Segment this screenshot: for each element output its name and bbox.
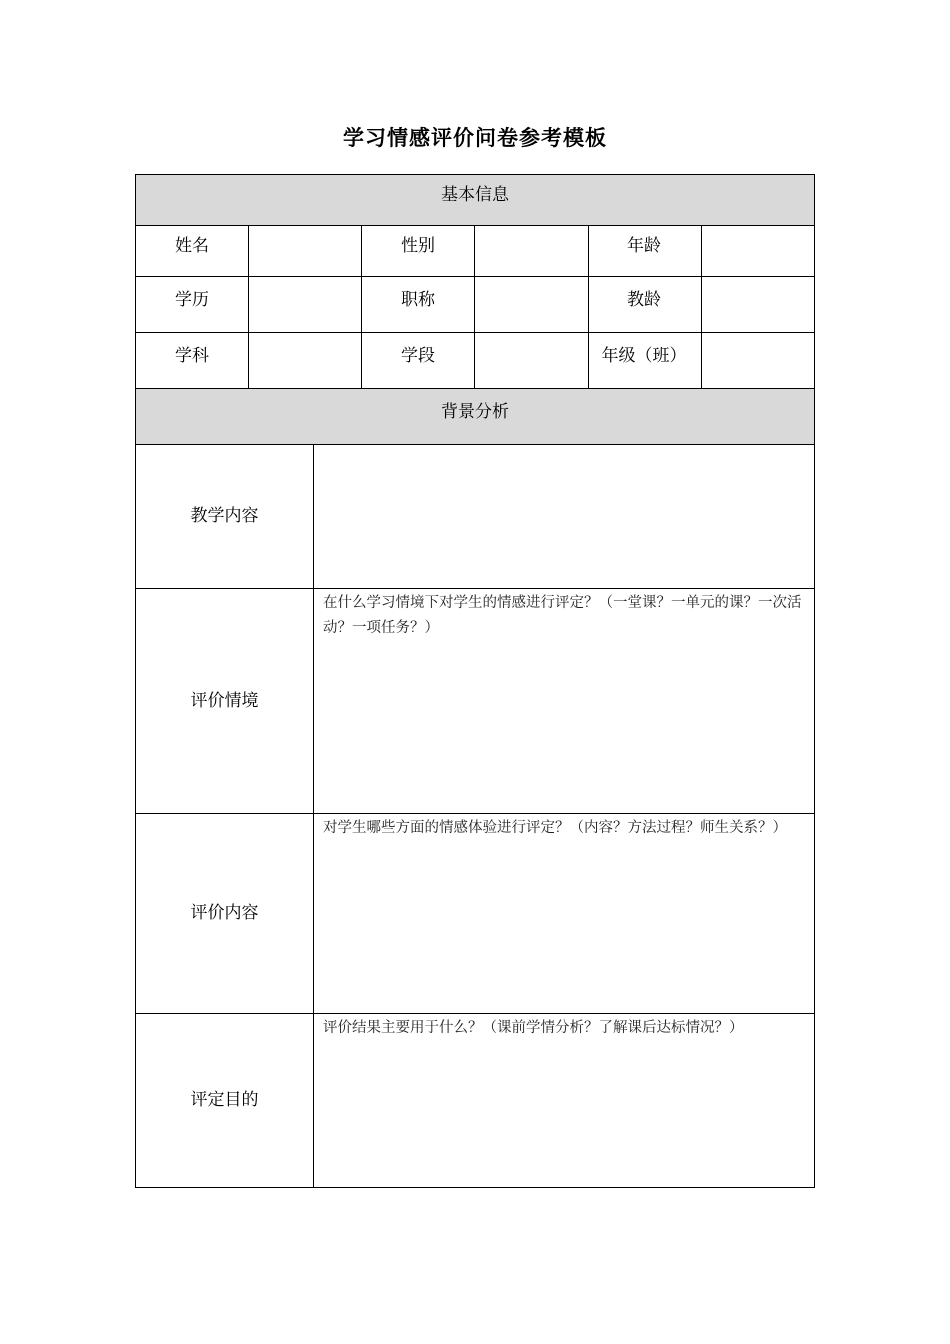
column-divider — [588, 225, 589, 388]
school-stage-label: 学段 — [401, 346, 435, 366]
row-divider — [136, 588, 814, 589]
column-divider — [313, 444, 314, 1187]
evaluation-content-label: 评价内容 — [190, 903, 259, 923]
evaluation-purpose-field[interactable]: 评价结果主要用于什么？（课前学情分析？了解课后达标情况？） — [323, 1020, 744, 1036]
column-divider — [701, 225, 702, 388]
title-rank-field[interactable] — [475, 277, 587, 332]
subject-label: 学科 — [175, 346, 209, 366]
evaluation-content-field[interactable]: 对学生哪些方面的情感体验进行评定？（内容？方法过程？师生关系？） — [323, 820, 787, 836]
age-label: 年龄 — [627, 236, 661, 256]
evaluation-context-field[interactable]: 在什么学习情境下对学生的情感进行评定？（一堂课？一单元的课？一次活动？一项任务？） — [323, 595, 802, 636]
teaching-content-label: 教学内容 — [190, 506, 259, 526]
grade-class-label: 年级（班） — [601, 346, 687, 366]
grade-class-field[interactable] — [702, 333, 814, 388]
row-divider — [136, 276, 814, 277]
document-title: 学习情感评价问卷参考模板 — [343, 126, 607, 150]
row-divider — [136, 388, 814, 389]
education-label: 学历 — [175, 290, 209, 310]
column-divider — [361, 225, 362, 388]
background-header — [136, 389, 814, 444]
title-rank-label: 职称 — [401, 290, 435, 310]
row-divider — [136, 813, 814, 814]
name-label: 姓名 — [175, 236, 209, 256]
row-divider — [136, 1013, 814, 1014]
row-divider — [136, 444, 814, 445]
teaching-years-field[interactable] — [702, 277, 814, 332]
teaching-content-field[interactable] — [314, 445, 814, 588]
gender-field[interactable] — [475, 226, 587, 276]
education-field[interactable] — [249, 277, 361, 332]
evaluation-purpose-label: 评定目的 — [190, 1090, 259, 1110]
basic-info-header-label: 基本信息 — [441, 185, 509, 205]
subject-field[interactable] — [249, 333, 361, 388]
column-divider — [474, 225, 475, 388]
row-divider — [136, 225, 814, 226]
questionnaire-form — [135, 174, 815, 1188]
evaluation-context-label: 评价情境 — [190, 691, 259, 711]
column-divider — [248, 225, 249, 388]
basic-info-header — [136, 175, 814, 225]
gender-label: 性别 — [401, 236, 435, 256]
school-stage-field[interactable] — [475, 333, 587, 388]
row-divider — [136, 332, 814, 333]
background-header-label: 背景分析 — [441, 402, 509, 422]
name-field[interactable] — [249, 226, 361, 276]
age-field[interactable] — [702, 226, 814, 276]
teaching-years-label: 教龄 — [627, 290, 661, 310]
